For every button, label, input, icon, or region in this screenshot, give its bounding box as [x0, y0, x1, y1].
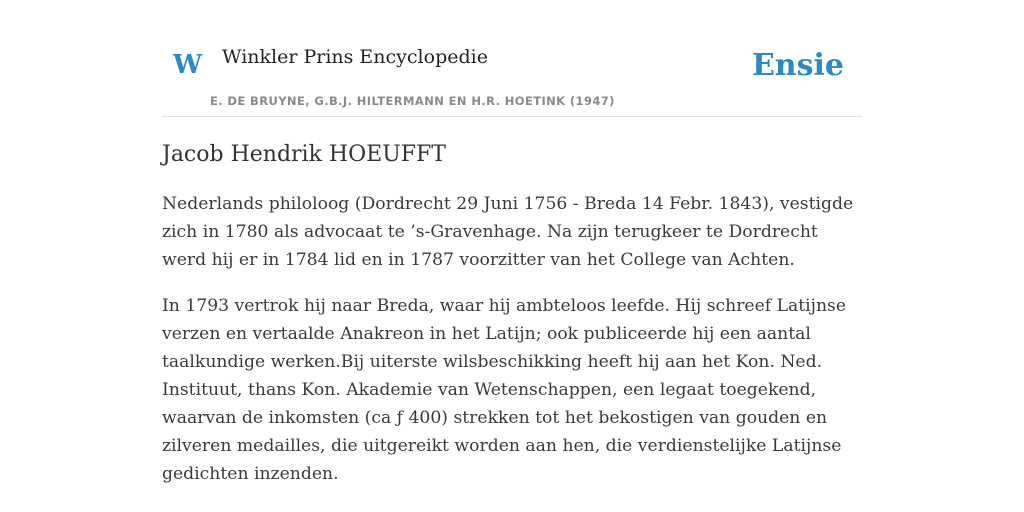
publication-authors: E. DE BRUYNE, G.B.J. HILTERMANN EN H.R. HOETINK (1947): [210, 94, 615, 108]
article-paragraph: In 1793 vertrok hij naar Breda, waar hij ambteloos leefde. Hij schreef Latijnse verzen en vertaalde Anakreon in het Latijn; ook publiceerde hij een aantal taalkundige werken.Bij uiterste wilsbeschikking heeft hij aan het Kon. Ned. Instituut, thans Kon. Akademie van Wetenschappen, een legaat toegekend, waarvan de inkomsten (ca ƒ 400) strekken tot het bekostigen van gouden en zilveren medailles, die uitgereikt worden aan hen, die verdienstelijke Latijnse gedichten inzenden.: [162, 296, 847, 484]
header: [162, 0, 862, 117]
article-title: Jacob Hendrik HOEUFFT: [162, 142, 446, 167]
article-paragraph: Nederlands philoloog (Dordrecht 29 Juni 1756 - Breda 14 Febr. 1843), vestigde zich in 1780 als advocaat te ’s-Gravenhage. Na zijn terugkeer te Dordrecht werd hij er in 1784 lid en in 1787 voorzitter van het College van Achten.: [162, 194, 854, 270]
brand-logo[interactable]: Ensie: [751, 48, 844, 83]
publication-title[interactable]: Winkler Prins Encyclopedie: [222, 46, 488, 68]
article: [162, 140, 862, 506]
publication-logo[interactable]: W: [173, 50, 203, 80]
